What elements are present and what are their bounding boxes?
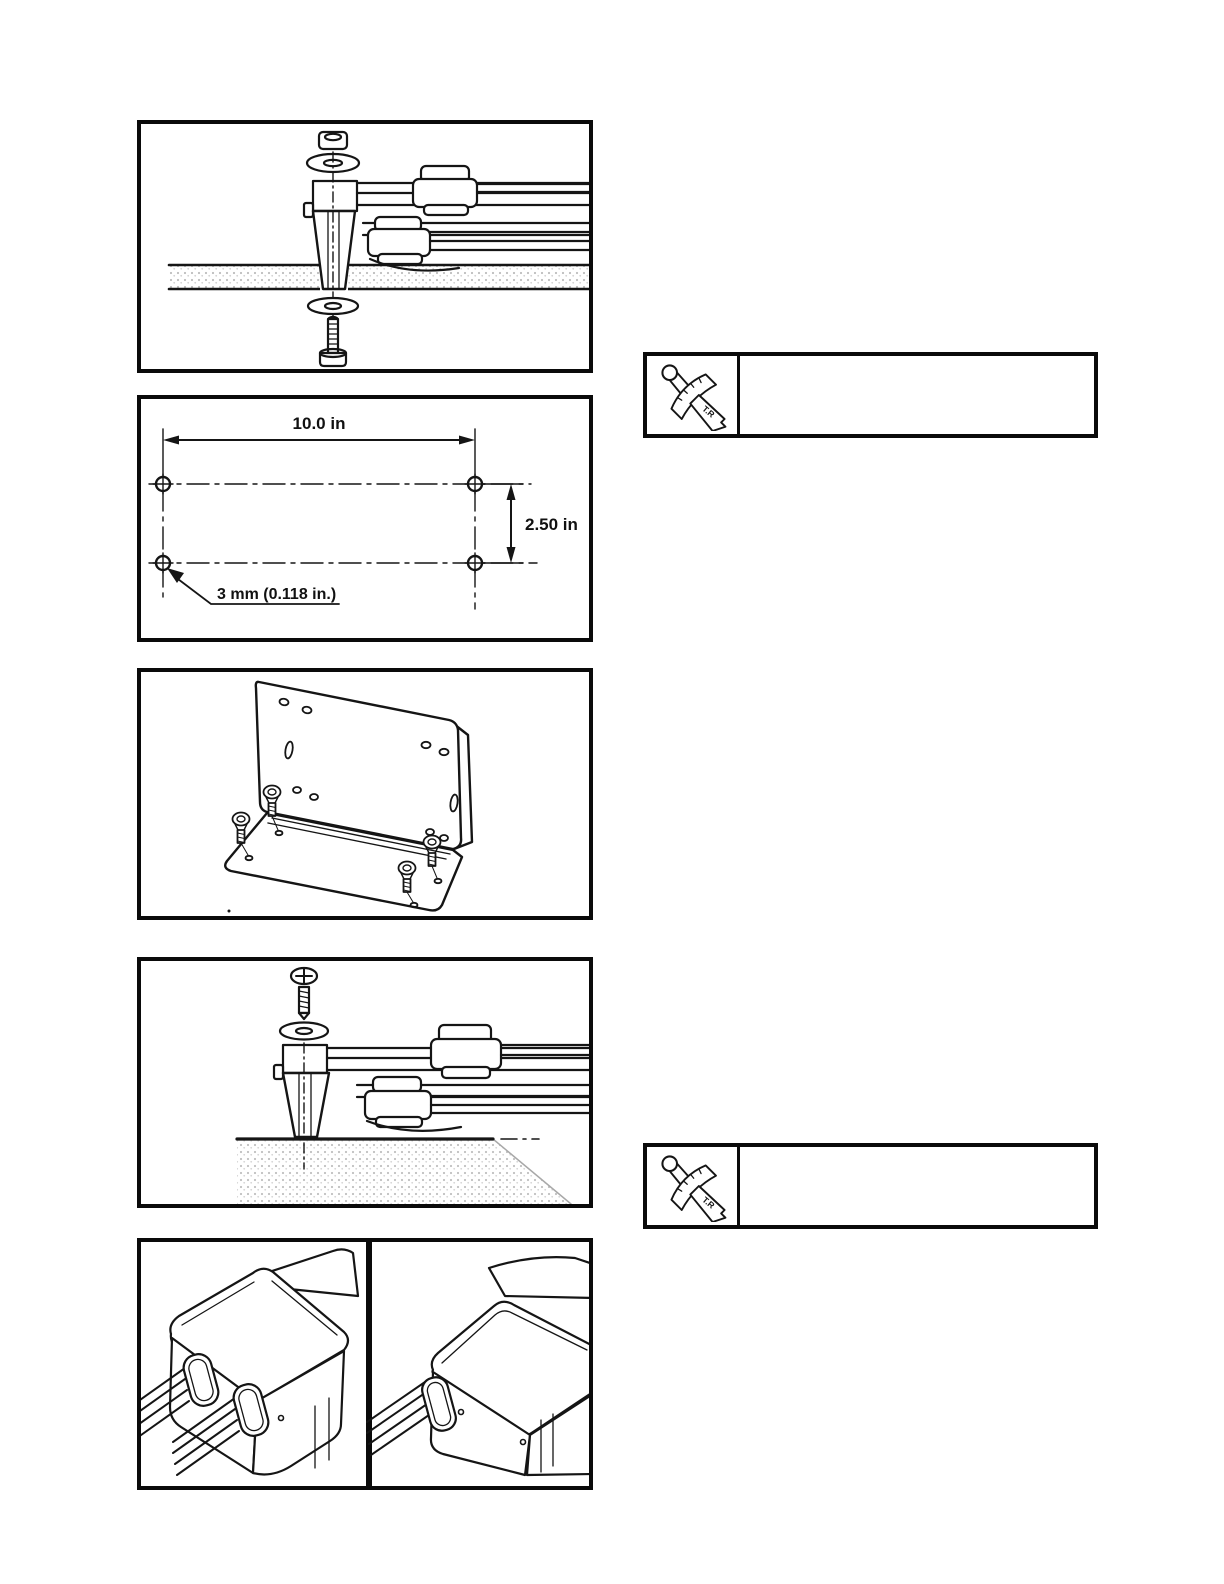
l-bracket-with-screws-illustration xyxy=(141,672,589,916)
panel-divider xyxy=(366,1242,372,1486)
tapping-screw xyxy=(291,968,317,1019)
left-panel-control-box xyxy=(141,1249,358,1475)
torque-spec-value xyxy=(740,1147,1094,1225)
extension-lines xyxy=(163,429,523,563)
torque-wrench-icon xyxy=(654,359,730,431)
torque-icon-cell xyxy=(647,1147,740,1225)
stray-dot xyxy=(228,910,231,913)
hole-size-label: 3 mm (0.118 in.) xyxy=(217,586,337,603)
figure-through-bolt-mounting xyxy=(137,120,593,373)
washer xyxy=(280,1023,328,1040)
figure-drill-template xyxy=(137,395,593,642)
torque-icon-label: T.R xyxy=(700,403,717,420)
mounting-surface xyxy=(237,1139,571,1204)
right-panel-control-box xyxy=(367,1257,589,1475)
torque-wrench-icon xyxy=(654,1150,730,1222)
lower-washer xyxy=(308,298,358,314)
mounting-boss-cone xyxy=(283,1073,329,1137)
through-bolt-mounting-illustration xyxy=(141,124,589,369)
tapping-screw-mounting-illustration xyxy=(141,961,589,1204)
torque-spec-note xyxy=(643,352,1098,438)
mounting-hole-drill-template xyxy=(141,399,589,638)
height-dimension-label: 2.50 in xyxy=(525,515,578,534)
control-box-cable-grommet-views xyxy=(141,1242,589,1486)
torque-icon-label: T.R xyxy=(700,1194,717,1211)
mounting-bolt xyxy=(320,317,346,366)
torque-icon-cell xyxy=(647,356,740,434)
torque-spec-note xyxy=(643,1143,1098,1229)
template-holes xyxy=(153,474,485,573)
figure-tapping-screw-mounting xyxy=(137,957,593,1208)
hex-nut xyxy=(319,132,347,149)
figure-cable-grommets xyxy=(137,1238,593,1490)
hole-size-callout xyxy=(167,568,339,604)
height-dimension xyxy=(507,484,578,563)
torque-spec-value xyxy=(740,356,1094,434)
cable-bundle xyxy=(367,1382,429,1455)
width-dimension-label: 10.0 in xyxy=(292,414,346,433)
width-dimension xyxy=(163,414,475,445)
hole-centerlines xyxy=(149,484,537,609)
mounting-panel xyxy=(169,263,589,291)
figure-mounting-bracket xyxy=(137,668,593,920)
